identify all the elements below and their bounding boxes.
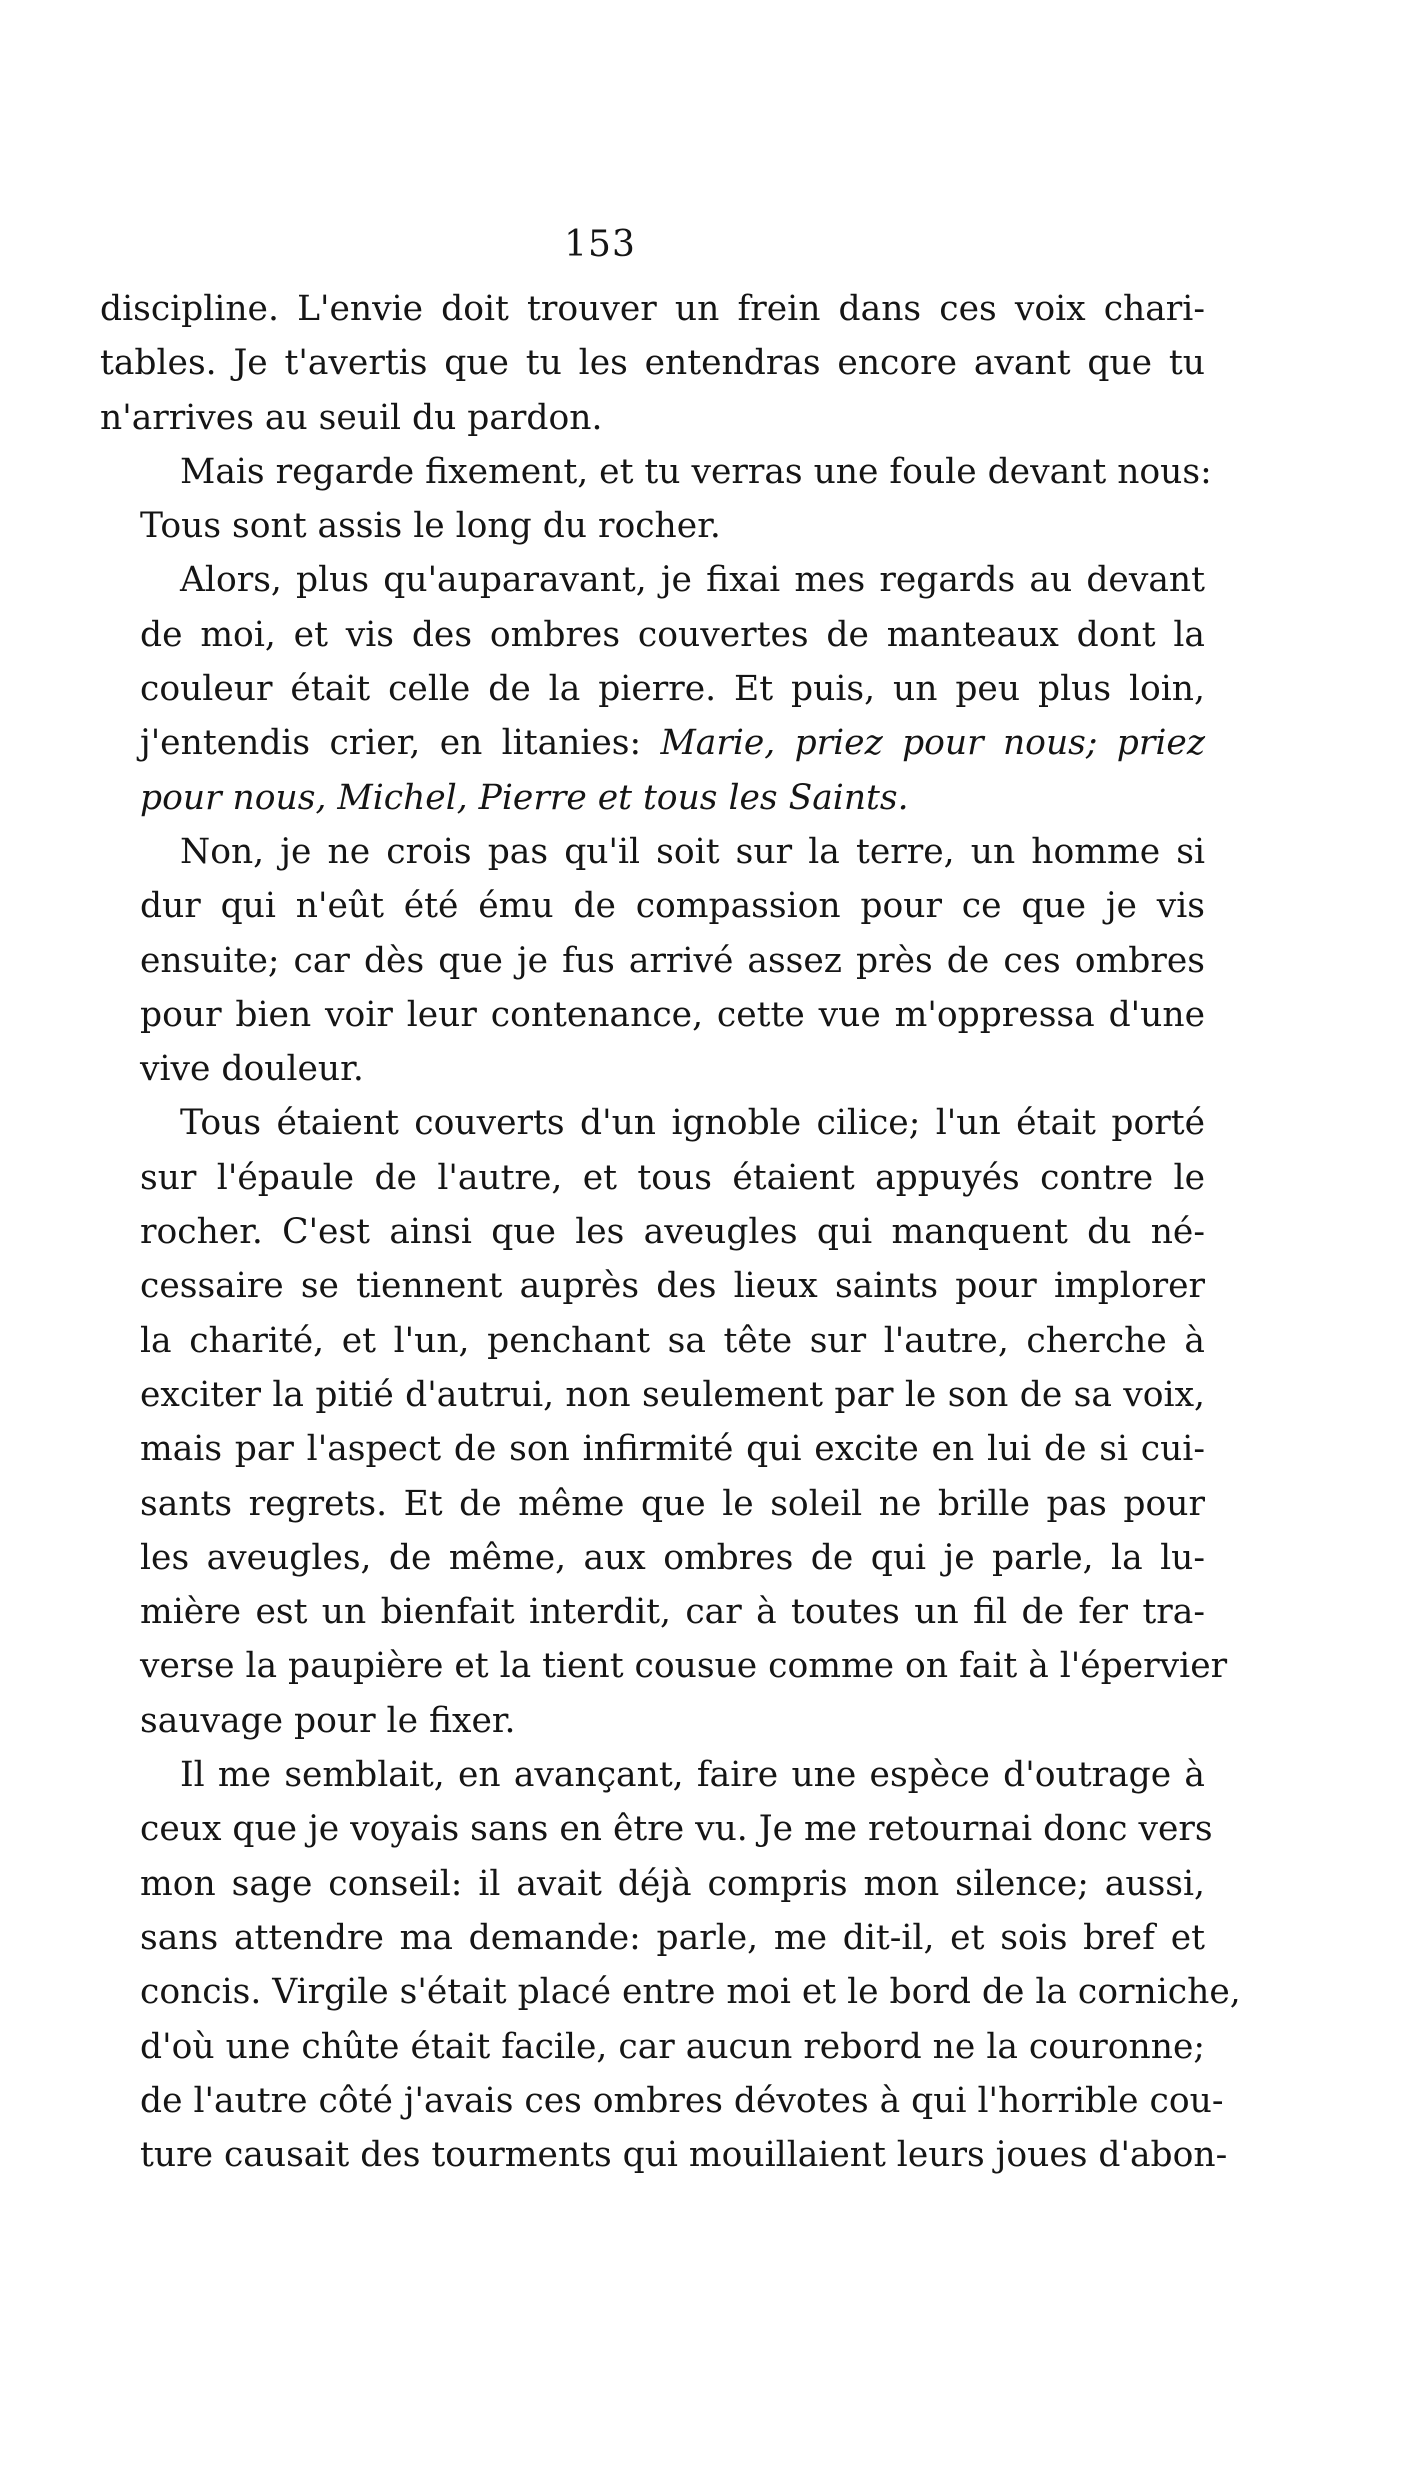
text-segment: j'entendis crier, en litanies: (140, 723, 661, 764)
text-segment: cessaire se tiennent auprès des lieux saints pour implorer (140, 1266, 1205, 1307)
text-segment: couleur était celle de la pierre. Et puis, un peu plus loin, (140, 669, 1205, 710)
text-line (100, 1748, 1205, 1802)
text-segment: mière est un bienfait interdit, car à toutes un fil de fer tra- (140, 1592, 1205, 1633)
text-line (100, 1368, 1205, 1422)
text-line (100, 716, 1205, 770)
text-line (100, 553, 1205, 607)
text-line (100, 988, 1205, 1042)
text-line (100, 1911, 1205, 1965)
text-segment: les aveugles, de même, aux ombres de qui je parle, la lu- (140, 1537, 1205, 1578)
text-segment: n'arrives au seuil du pardon. (100, 397, 603, 438)
text-line (100, 1096, 1205, 1150)
text-line (100, 499, 1205, 553)
text-line (100, 1151, 1205, 1205)
text-line (100, 1857, 1205, 1911)
text-line (100, 1802, 1213, 1856)
text-line (100, 1965, 1241, 2019)
text-line (100, 934, 1205, 988)
text-segment: exciter la pitié d'autrui, non seulement par le son de sa voix, (140, 1374, 1205, 1415)
text-segment: Mais regarde fixement, et tu verras une foule devant nous: (180, 451, 1212, 492)
text-line (100, 1205, 1205, 1259)
text-line (100, 1422, 1205, 1476)
text-segment: de l'autre côté j'avais ces ombres dévotes à qui l'horrible cou- (140, 2080, 1224, 2121)
text-segment: ensuite; car dès que je fus arrivé assez près de ces ombres (140, 940, 1205, 981)
italic-text: Marie, priez pour nous; priez (660, 723, 1206, 764)
text-segment: Tous sont assis le long du rocher. (140, 506, 721, 547)
page-number: 153 (564, 224, 636, 265)
italic-text: pour nous, Michel, Pierre et tous les Saints. (140, 777, 909, 818)
text-segment: Alors, plus qu'auparavant, je fixai mes regards au devant (180, 560, 1205, 601)
paragraph (100, 1096, 1228, 1748)
body-text (100, 282, 1241, 2182)
text-segment: sants regrets. Et de même que le soleil ne brille pas pour (140, 1483, 1205, 1524)
text-segment: tables. Je t'avertis que tu les entendras encore avant que tu (100, 343, 1205, 384)
text-line (100, 825, 1205, 879)
text-line (100, 1531, 1205, 1585)
text-line (100, 1477, 1205, 1531)
text-line (100, 1694, 1205, 1748)
text-line (100, 336, 1205, 390)
text-segment: vive douleur. (140, 1049, 364, 1090)
text-line (100, 662, 1205, 716)
text-line (100, 1639, 1228, 1693)
text-line (100, 2128, 1228, 2182)
text-segment: sauvage pour le fixer. (140, 1700, 516, 1741)
text-line (100, 771, 1205, 825)
text-segment: d'où une chûte était facile, car aucun rebord ne la couronne; (140, 2026, 1205, 2067)
text-segment: verse la paupière et la tient cousue comme on fait à l'épervier (140, 1646, 1228, 1687)
text-segment: mon sage conseil: il avait déjà compris mon silence; aussi, (140, 1863, 1205, 1904)
text-line (100, 445, 1212, 499)
text-segment: de moi, et vis des ombres couvertes de manteaux dont la (140, 614, 1205, 655)
text-segment: Non, je ne crois pas qu'il soit sur la terre, un homme si (180, 831, 1205, 872)
text-line (100, 2074, 1224, 2128)
text-segment: Tous étaient couverts d'un ignoble cilice; l'un était porté (180, 1103, 1205, 1144)
text-segment: ture causait des tourments qui mouillaient leurs joues d'abon- (140, 2135, 1228, 2176)
text-segment: concis. Virgile s'était placé entre moi et le bord de la corniche, (140, 1972, 1241, 2013)
text-segment: sur l'épaule de l'autre, et tous étaient appuyés contre le (140, 1157, 1205, 1198)
text-segment: mais par l'aspect de son infirmité qui excite en lui de si cui- (140, 1429, 1205, 1470)
text-segment: la charité, et l'un, penchant sa tête sur l'autre, cherche à (140, 1320, 1205, 1361)
paragraph (100, 282, 1205, 445)
text-line (100, 1585, 1205, 1639)
text-segment: pour bien voir leur contenance, cette vue m'oppressa d'une (140, 994, 1205, 1035)
text-line (100, 1042, 1205, 1096)
text-segment: ceux que je voyais sans en être vu. Je me retournai donc vers (140, 1809, 1213, 1850)
text-segment: discipline. L'envie doit trouver un frein dans ces voix chari- (100, 289, 1205, 329)
text-line (100, 1259, 1205, 1313)
text-line (100, 391, 1205, 445)
paragraph (100, 1748, 1241, 2182)
text-segment: dur qui n'eût été ému de compassion pour ce que je vis (140, 886, 1205, 927)
paragraph (100, 445, 1212, 554)
text-line (100, 1314, 1205, 1368)
text-line (100, 282, 1205, 336)
text-segment: Il me semblait, en avançant, faire une espèce d'outrage à (180, 1755, 1205, 1796)
text-segment: rocher. C'est ainsi que les aveugles qui manquent du né- (140, 1212, 1205, 1253)
paragraph (100, 553, 1205, 824)
paragraph (100, 825, 1205, 1096)
text-line (100, 608, 1205, 662)
text-segment: sans attendre ma demande: parle, me dit-il, et sois bref et (140, 1917, 1205, 1958)
text-line (100, 2020, 1205, 2074)
text-line (100, 879, 1205, 933)
